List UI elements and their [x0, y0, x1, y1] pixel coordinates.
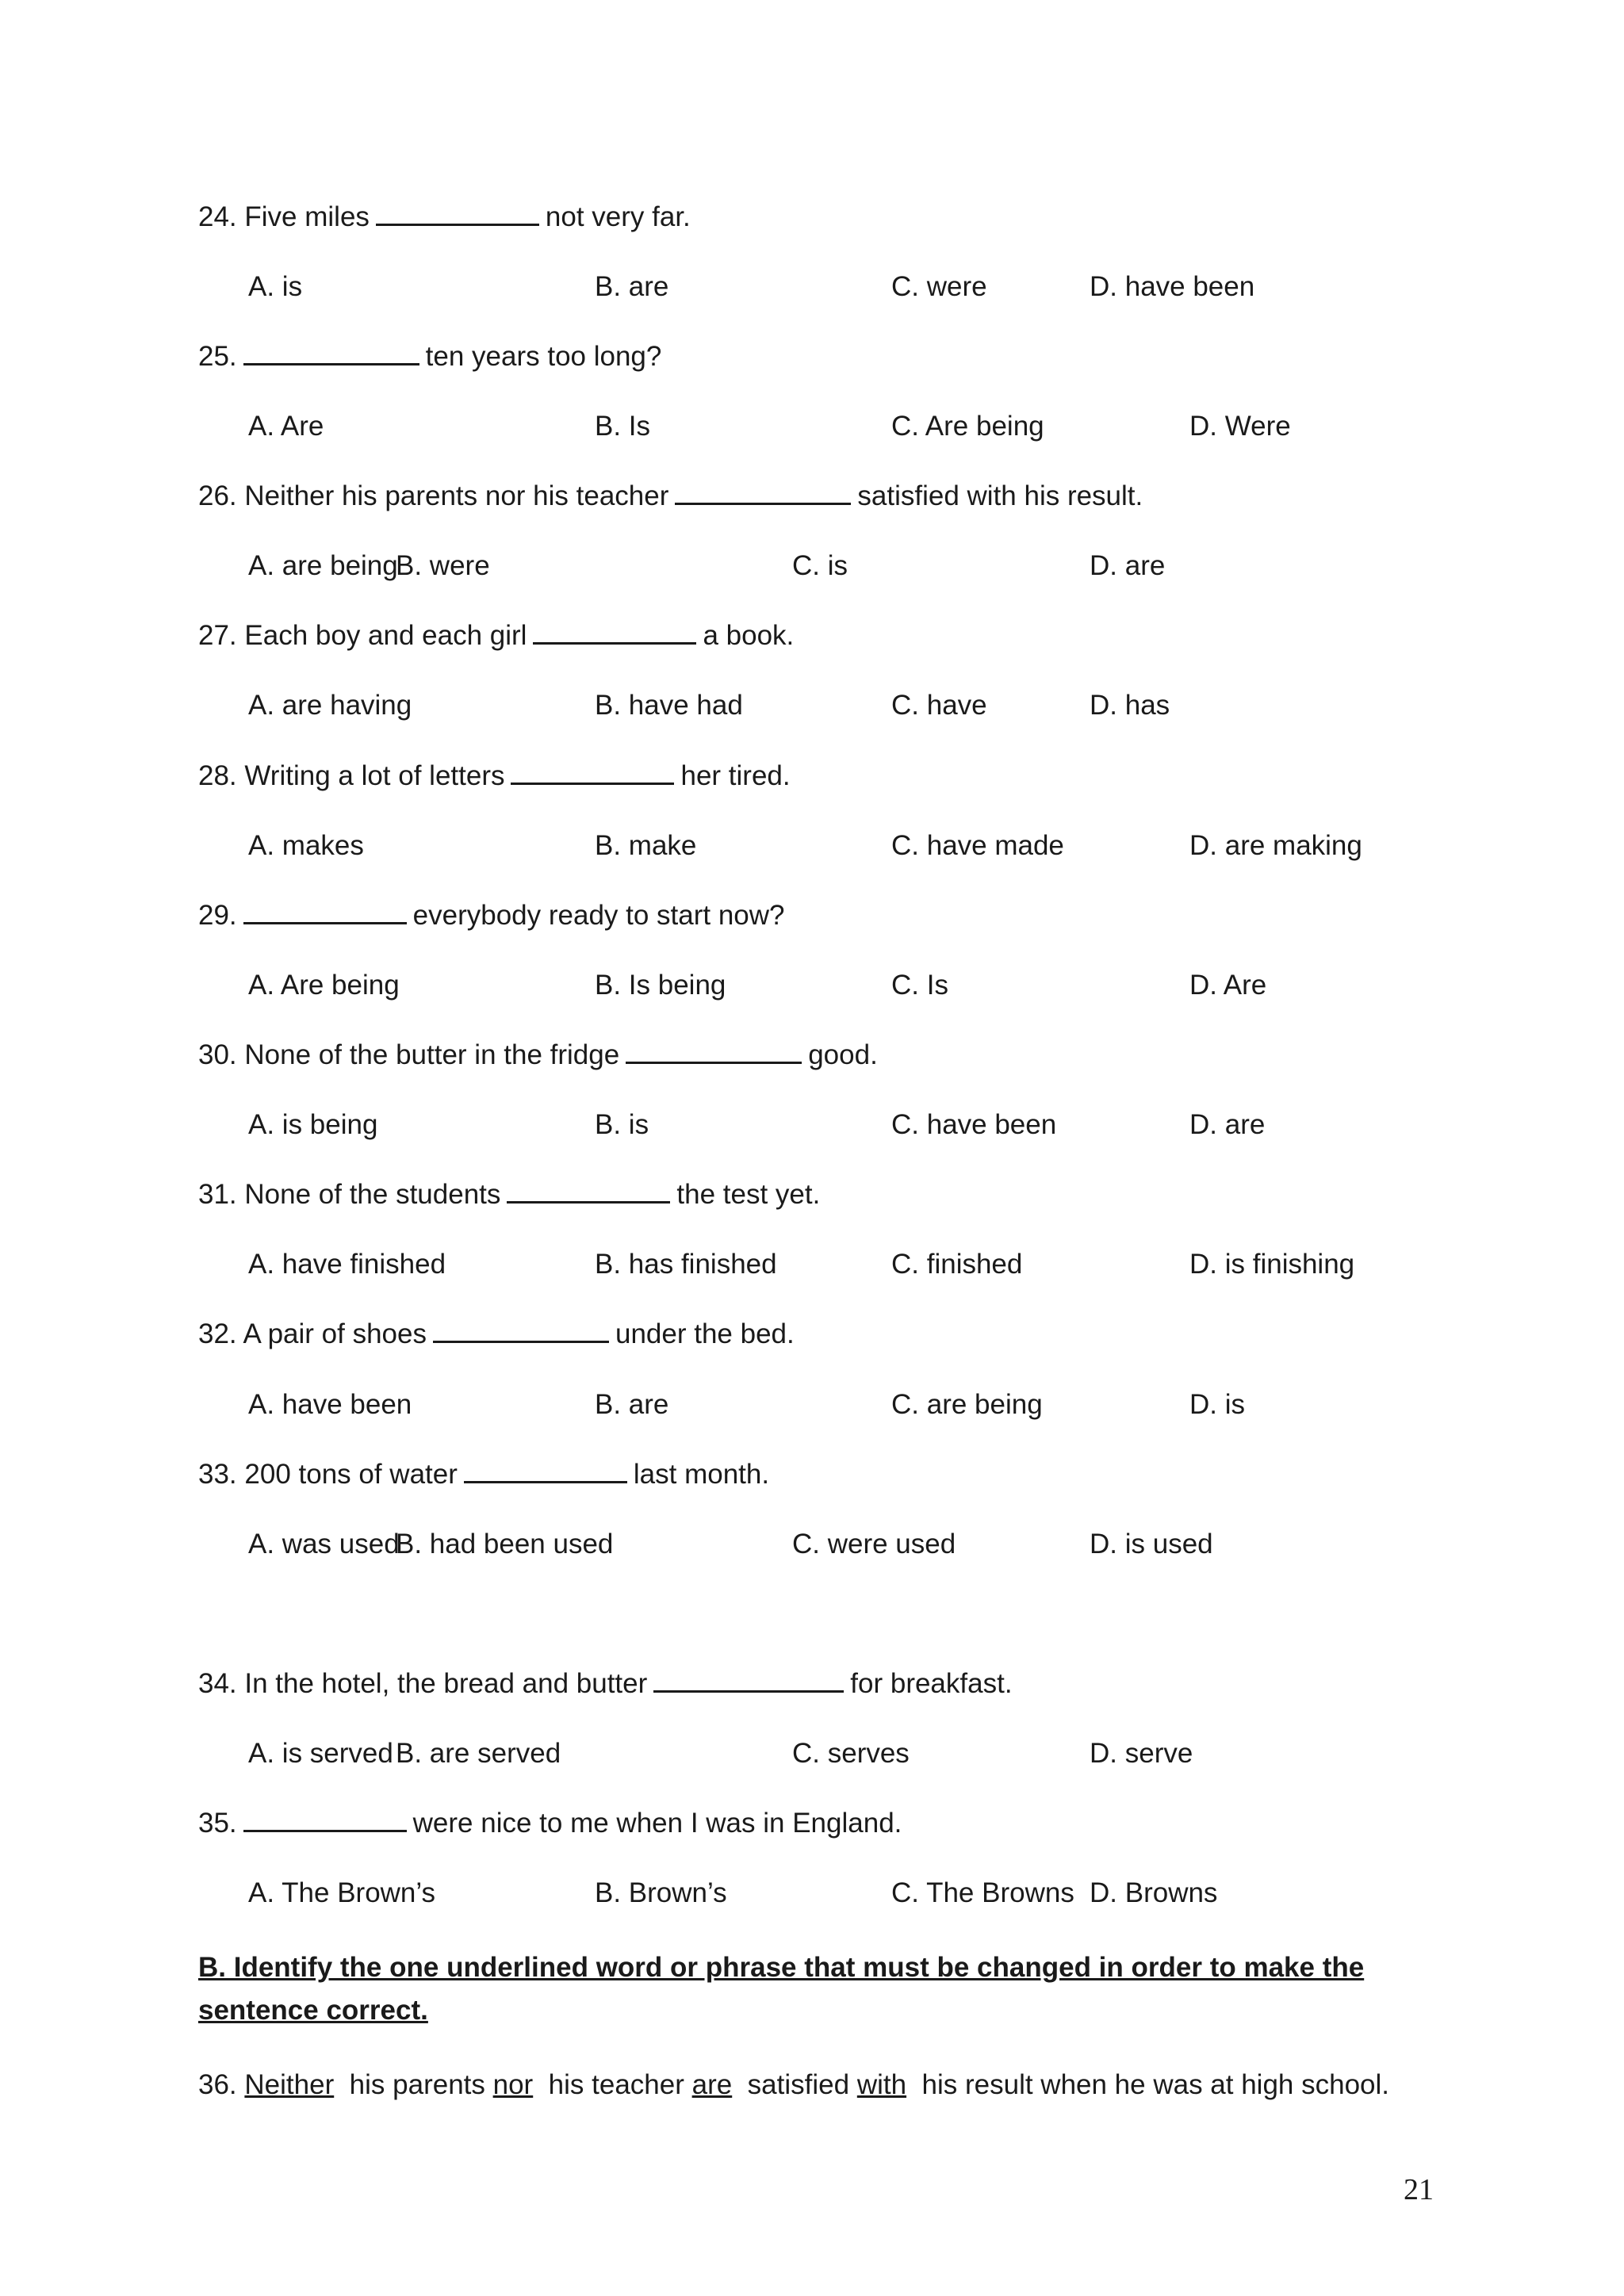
question-34 — [198, 1667, 1013, 1701]
option-b[interactable]: B. are — [595, 271, 669, 302]
answer-blank — [243, 1806, 407, 1832]
options-26 — [0, 549, 1624, 584]
option-d[interactable]: D. Browns — [1090, 1877, 1218, 1908]
question-number: 32. — [198, 1318, 237, 1349]
option-b[interactable]: B. has finished — [595, 1249, 777, 1280]
options-33 — [0, 1527, 1624, 1562]
question-stem-end: everybody ready to start now? — [412, 900, 785, 931]
question-stem-end: for breakfast. — [850, 1668, 1013, 1699]
answer-blank — [533, 618, 696, 645]
answer-blank — [433, 1317, 609, 1343]
underlined-option-d[interactable]: with — [856, 2069, 907, 2100]
option-b[interactable]: B. were — [396, 550, 490, 581]
option-a[interactable]: A. have been — [248, 1389, 412, 1420]
question-33 — [198, 1457, 769, 1492]
option-d[interactable]: D. are making — [1189, 830, 1362, 861]
question-stem: 200 tons of water — [244, 1459, 458, 1490]
options-34 — [0, 1736, 1624, 1771]
options-35 — [0, 1876, 1624, 1911]
question-number: 24. — [198, 201, 237, 232]
underlined-option-a[interactable]: Neither — [244, 2069, 335, 2100]
question-stem-end: were nice to me when I was in England. — [412, 1808, 902, 1839]
option-c[interactable]: C. have made — [891, 830, 1064, 861]
option-a[interactable]: A. The Brown’s — [248, 1877, 436, 1908]
answer-blank — [507, 1177, 670, 1203]
option-d[interactable]: D. has — [1090, 690, 1170, 721]
options-27 — [0, 688, 1624, 723]
option-c[interactable]: C. finished — [891, 1249, 1023, 1280]
option-a[interactable]: A. Are — [248, 411, 324, 442]
option-a[interactable]: A. is being — [248, 1109, 378, 1140]
answer-blank — [464, 1457, 627, 1483]
question-24 — [198, 200, 691, 235]
option-d[interactable]: D. are — [1090, 550, 1166, 581]
answer-blank — [376, 200, 539, 226]
question-stem: Writing a lot of letters — [244, 760, 505, 791]
question-number: 30. — [198, 1039, 237, 1070]
option-a[interactable]: A. is served — [248, 1738, 393, 1769]
question-number: 33. — [198, 1459, 237, 1490]
option-c[interactable]: C. have — [891, 690, 987, 721]
question-number: 27. — [198, 620, 237, 651]
options-30 — [0, 1108, 1624, 1142]
question-number: 29. — [198, 900, 237, 931]
option-b[interactable]: B. have had — [595, 690, 743, 721]
question-stem-end: not very far. — [545, 201, 691, 232]
question-number: 35. — [198, 1808, 237, 1839]
option-c[interactable]: C. have been — [891, 1109, 1057, 1140]
question-stem-end: satisfied with his result. — [857, 480, 1143, 511]
question-stem-end: her tired. — [680, 760, 791, 791]
option-a[interactable]: A. are being — [248, 550, 398, 581]
option-a[interactable]: A. makes — [248, 830, 364, 861]
page-number: 21 — [1404, 2173, 1434, 2206]
question-stem-end: good. — [808, 1039, 878, 1070]
question-stem-end: under the bed. — [615, 1318, 795, 1349]
question-number: 28. — [198, 760, 237, 791]
answer-blank — [626, 1038, 802, 1064]
options-25 — [0, 409, 1624, 444]
option-b[interactable]: B. are — [595, 1389, 669, 1420]
option-d[interactable]: D. Are — [1189, 970, 1267, 1001]
option-c[interactable]: C. is — [792, 550, 848, 581]
options-24 — [0, 270, 1624, 304]
question-number: 31. — [198, 1179, 237, 1210]
option-c[interactable]: C. Is — [891, 970, 948, 1001]
option-d[interactable]: D. are — [1189, 1109, 1266, 1140]
question-stem: In the hotel, the bread and butter — [244, 1668, 648, 1699]
question-stem: A pair of shoes — [243, 1318, 427, 1349]
options-32 — [0, 1387, 1624, 1422]
option-b[interactable]: B. Is being — [595, 970, 726, 1001]
option-b[interactable]: B. make — [595, 830, 697, 861]
option-b[interactable]: B. is — [595, 1109, 649, 1140]
option-b[interactable]: B. are served — [396, 1738, 561, 1769]
question-stem: None of the students — [244, 1179, 501, 1210]
question-number: 25. — [198, 341, 237, 372]
option-a[interactable]: A. is — [248, 271, 303, 302]
question-28 — [198, 759, 791, 794]
option-a[interactable]: A. Are being — [248, 970, 400, 1001]
options-28 — [0, 828, 1624, 863]
option-c[interactable]: C. were — [891, 271, 987, 302]
sentence-text: his teacher — [548, 2069, 684, 2100]
option-c[interactable]: C. The Browns — [891, 1877, 1074, 1908]
option-d[interactable]: D. is finishing — [1189, 1249, 1355, 1280]
option-d[interactable]: D. is used — [1090, 1529, 1213, 1559]
question-32 — [198, 1317, 795, 1352]
question-25 — [198, 339, 661, 374]
question-stem: Each boy and each girl — [244, 620, 527, 651]
options-29 — [0, 968, 1624, 1003]
option-d[interactable]: D. have been — [1090, 271, 1255, 302]
option-d[interactable]: D. Were — [1189, 411, 1291, 442]
option-a[interactable]: A. are having — [248, 690, 412, 721]
question-number: 34. — [198, 1668, 237, 1699]
option-a[interactable]: A. have finished — [248, 1249, 446, 1280]
answer-blank — [243, 339, 419, 365]
option-d[interactable]: D. serve — [1090, 1738, 1193, 1769]
option-c[interactable]: C. are being — [891, 1389, 1043, 1420]
answer-blank — [675, 479, 851, 505]
option-d[interactable]: D. is — [1189, 1389, 1245, 1420]
underlined-option-c[interactable]: are — [691, 2069, 733, 2100]
answer-blank — [511, 759, 674, 785]
question-36 — [198, 2068, 1389, 2103]
option-a[interactable]: A. was used — [248, 1529, 400, 1559]
question-stem-end: ten years too long? — [425, 341, 662, 372]
option-c[interactable]: C. were used — [792, 1529, 956, 1559]
underlined-option-b[interactable]: nor — [492, 2069, 534, 2100]
question-stem-end: the test yet. — [676, 1179, 821, 1210]
question-31 — [198, 1177, 820, 1212]
option-b[interactable]: B. Is — [595, 411, 651, 442]
question-stem: Five miles — [244, 201, 370, 232]
question-stem: None of the butter in the fridge — [244, 1039, 620, 1070]
question-35 — [198, 1806, 902, 1841]
section-b-heading: B. Identify the one underlined word or phrase that must be changed in order to make the sentence correct. — [198, 1952, 1365, 2026]
option-c[interactable]: C. serves — [792, 1738, 910, 1769]
question-stem-end: a book. — [703, 620, 795, 651]
answer-blank — [653, 1667, 844, 1693]
options-31 — [0, 1247, 1624, 1282]
question-26 — [198, 479, 1143, 514]
option-b[interactable]: B. had been used — [396, 1529, 614, 1559]
sentence-text: satisfied — [747, 2069, 850, 2100]
sentence-text: his parents — [349, 2069, 485, 2100]
question-30 — [198, 1038, 878, 1073]
question-stem: Neither his parents nor his teacher — [244, 480, 669, 511]
option-c[interactable]: C. Are being — [891, 411, 1044, 442]
option-b[interactable]: B. Brown’s — [595, 1877, 727, 1908]
question-stem-end: last month. — [633, 1459, 770, 1490]
question-27 — [198, 618, 794, 653]
question-number: 36. — [198, 2069, 237, 2100]
question-29 — [198, 898, 785, 933]
sentence-text: his result when he was at high school. — [921, 2069, 1390, 2100]
answer-blank — [243, 898, 407, 924]
question-number: 26. — [198, 480, 237, 511]
